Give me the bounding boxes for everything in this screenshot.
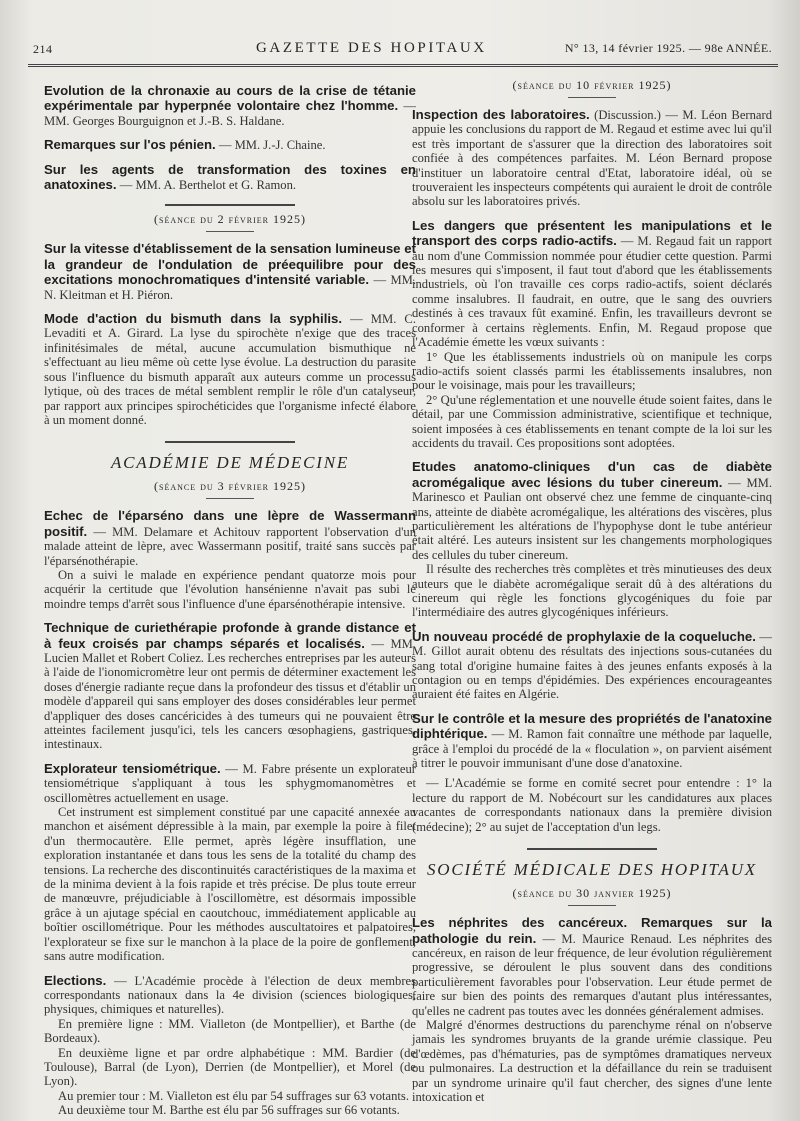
page-number: 214 [33,42,53,56]
article-paragraph: Il résulte des recherches très complètes et très minutieuses des deux auteurs que le diabète acromégalique serait dû à des altérations du cinereum qui règle les fonctions glycogéniques du foie par l'intermédiaire des autres glycogéniques inférieurs. [412,562,772,620]
article-body: — MM. A. Berthelot et G. Ramon. [116,178,297,193]
section-title: ACADÉMIE DE MÉDECINE [110,453,350,473]
article-paragraph: Cet instrument est simplement constitué par une capacité annexée au manchon et aisément dépressible à la main, par exemple la poire à filet d'un thermocautère. Elle permet, après légère insufflation, une exploration instantanée et dans tous les sens de la totalité du champ des tensions. La recherche des discontinuités caractéristiques de la maxima et de la minima devient à la fois rapide et très précise. De plus toute erreur de manœuvre, préjudiciable à l'oscillomètre, est désormais impossible grâce à un ajutage spécial en caoutchouc, immédiatement applicable au boîtier oscillométrique. Pour les méthodes auscultatoires et palpatoires, l'explorateur se fixe sur le manchon à la place de la poire de gonflement, sans autre modification. [44,805,416,964]
article-body: — MM. J.-J. Chaine. [215,138,326,153]
article [412,629,772,702]
article-body: — L'Académie procède à l'élection de deux membres correspondants nationaux dans la 4e division (sciences biologiques, physiques, chimiques et naturelles). [44,973,416,1017]
article [44,137,416,152]
section-title: SOCIÉTÉ MÉDICALE DES HOPITAUX [427,860,757,880]
short-divider [206,231,254,232]
short-divider [568,905,616,906]
article-paragraph: Malgré d'énormes destructions du parenchyme rénal on n'observe jamais les syndromes bruyants de la grande urémie classique. Peu d'œdèmes, pas d'hématuries, pas de symptômes dramatiques nerveux ou pulmonaires. La destruction et la défaillance du rein se traduisent par un syndrome urinaire qu'il faut chercher, des signes d'une lente intoxication et [412,1017,772,1104]
short-divider [568,97,616,98]
article-paragraph: On a suivi le malade en expérience pendant quatorze mois pour acquérir la certitude que l'évolution hansénienne n'avait pas subi le moindre temps d'arrêt sous l'influence d'une éparsénothérapie intensive. [44,567,416,611]
seance-date: (séance du 10 février 1925) [512,78,672,92]
seance-date: (séance du 30 janvier 1925) [512,886,672,901]
article [412,107,772,209]
article-title: Les néphrites des cancéreux. Remarques sur la pathologie du rein. [412,915,772,946]
right-column [412,74,772,1104]
article-body: — M. Fabre présente un explorateur tensiométrique s'appliquant à tous les sphygmomanomètres et oscillomètres actuellement en usage. [44,761,416,805]
page-header [28,34,778,66]
article-body: — M. Gillot aurait obtenu des résultats des injections sous-cutanées du sang total d'origine humaine faites à des jeunes enfants exposés à la contagion ou en temps d'épidémies. Des expériences encourageantes auraient été faites en Algérie. [412,629,772,702]
article-paragraph: En deuxième ligne et par ordre alphabétique : MM. Bardier (de Toulouse), Barral (de Lyon), Derrien (de Montpellier), et Morel (de Lyon). [44,1045,416,1089]
article [412,218,772,350]
article-body: — M. Regaud fait un rapport au nom d'une Commission nommée pour étudier cette question. Parmi les mesures qui s'imposent, il faut tout d'abord que les établissements industriels, où l'on travaille ces corps radio-actifs, soient déclarés comme insalubres. Il faudrait, en outre, que le sang des ouvriers destinés à ces travaux fût examiné. Enfin, les travailleurs devront se conformer à certains règlements. Enfin, M. Regaud propose que l'Académie émette les vœux suivants : [412,234,772,350]
article-paragraph: En première ligne : MM. Vialleton (de Montpellier), et Barthe (de Bordeaux). [44,1016,416,1046]
article-body: (Discussion.) — M. Léon Bernard appuie les conclusions du rapport de M. Regaud et estime avec lui qu'il est très important de s'assurer que la direction des laboratoires soit confiée à des compétences parfaites. M. Léon Bernard propose d'instituer un laboratoire central d'Etat, laboratoire idéal, où se trouveraient les inspecteurs compétents qui auraient le droit de contrôle absolu sur les laboratoires privés. [412,108,772,209]
article-body: — MM. C. Levaditi et A. Girard. La lyse du spirochète n'exige que des traces infinitésimales de métal, aucune accumulation bismuthique ne s'effectuant au lieu même où cette lyse évolue. La destruction du parasite sous l'influence du bismuth apparaît aux auteurs comme un processus lytique, où des traces de métal semblent remplir le rôle d'un catalyseur, par rapport aux principes spirochéticides que l'organisme infecté élabore à un moment donné. [44,312,416,427]
article-paragraph: Au premier tour : M. Vialleton est élu par 54 suffrages sur 63 votants. [58,1088,409,1103]
article-title: Sur les agents de transformation des toxines en anatoxines. [44,161,416,193]
article-title: Inspection des laboratoires. [412,107,590,122]
article [44,162,416,193]
article [44,241,416,302]
article-paragraph: 1° Que les établissements industriels où on manipule les corps radio-actifs soient classés parmi les établissements insalubres, non pour le voisinage, mais pour les travailleurs; [412,349,772,393]
section-divider [165,441,295,443]
article [412,459,772,562]
article-title: Un nouveau procédé de prophylaxie de la coqueluche. [412,628,756,644]
article [44,973,416,1017]
article-title: Remarques sur l'os pénien. [44,137,216,153]
article-body: — M. Maurice Renaud. Les néphrites des cancéreux, en raison de leur fréquence, de leur évolution régulièrement progressive, se déroulent le plus souvent dans des conditions particulièrement favorables pour l'observation. Leur étude permet de faire sur bien des points des remarques d'autant plus intéressantes, qu'elles ne cadrent pas toutes avec les données généralement admises. [412,931,772,1018]
seance-date: (séance du 3 février 1925) [154,479,306,494]
short-divider [206,498,254,499]
article-title: Explorateur tensiométrique. [44,760,221,776]
article-paragraph: — L'Académie se forme en comité secret pour entendre : 1° la lecture du rapport de M. Nobécourt sur les candidatures aux places vacantes de correspondants nationaux dans la première division (médecine); 2° au sujet de l'acceptation d'un legs. [412,776,772,834]
article-body: — MM. N. Kleitman et H. Piéron. [44,273,417,302]
section-divider [527,848,657,850]
article-body: — MM. Lucien Mallet et Robert Coliez. Les recherches entreprises par les auteurs à l'aide de l'ionomicromètre leur ont permis de déterminer exactement les doses d'énergie radiante reçue dans la profondeur des tissus et d'établir un modèle d'appareil qui sans employer des doses considérables leur permet d'appliquer des doses cancéricides à des tumeurs qui ne pouvaient être atteintes facilement jusqu'ici, tels les cancers œsophagiens, gastriques, intestinaux. [44,636,416,752]
section-divider [165,204,295,206]
article [44,311,416,427]
article [44,508,416,568]
article-title: Evolution de la chronaxie au cours de la crise de tétanie expérimentale par hyperpnée volontaire chez l'homme. [44,83,416,114]
article [412,711,772,771]
seance-date: (séance du 2 février 1925) [154,212,306,227]
article [44,83,416,128]
article-body: — MM. Delamare et Achitouv rapportent l'observation d'un malade atteint de lèpre, avec Wassermann positif, traité sans succès par l'éparsénothérapie. [44,524,416,568]
article-title: Etudes anatomo-cliniques d'un cas de diabète acromégalique avec lésions du tuber cinereum. [412,459,772,490]
header-rule [28,64,778,67]
article-title: Mode d'action du bismuth dans la syphilis. [44,311,343,327]
article-title: Sur le contrôle et la mesure des propriétés de l'anatoxine diphtérique. [412,710,772,742]
article [44,761,416,805]
article-title: Sur la vitesse d'établissement de la sensation lumineuse et la grandeur de l'ondulation de préequilibre pour des excitations monochromatiques d'intensité variable. [44,241,416,288]
article [412,915,772,1018]
article-paragraph: Au deuxième tour M. Barthe est élu par 56 suffrages sur 66 votants. [58,1103,400,1118]
left-column [44,74,416,1118]
article [44,620,416,752]
issue-line: N° 13, 14 février 1925. — 98e ANNÉE. [564,41,772,55]
article-body: — M. Ramon fait connaître une méthode par laquelle, grâce à l'emploi du procédé de la « floculation », on parvient aisément à titrer le pouvoir immunisant d'une dose d'anatoxine. [412,727,772,771]
article-title: Echec de l'éparséno dans une lèpre de Wassermann positif. [44,508,416,539]
article-title: Technique de curiethérapie profonde à grande distance et à feux croisés par champs séparés et localisés. [44,620,416,651]
article-title: Les dangers que présentent les manipulations et le transport des corps radio-actifs. [412,217,772,249]
article-body: — MM. Georges Bourguignon et J.-B. S. Haldane. [44,99,416,128]
article-title: Elections. [44,972,107,988]
article-paragraph: 2° Qu'une réglementation et une nouvelle étude soient faites, dans le détail, par une Commission administrative, scientifique et technique, soient imposées à ces établissements en tenant compte de la loi sur les accidents du travail. Ces propositions sont adoptées. [412,392,772,450]
article-body: — MM. Marinesco et Paulian ont observé chez une femme de cinquante-cinq ans, atteinte de diabète acromégalique, les altérations des viscères, plus particulièrement les altérations de l'hypophyse dont le tube antérieur était altéré. Les auteurs insistent sur les changements morphologiques des cellules du tuber cinereum. [412,475,772,562]
journal-title: GAZETTE DES HOPITAUX [256,40,487,56]
